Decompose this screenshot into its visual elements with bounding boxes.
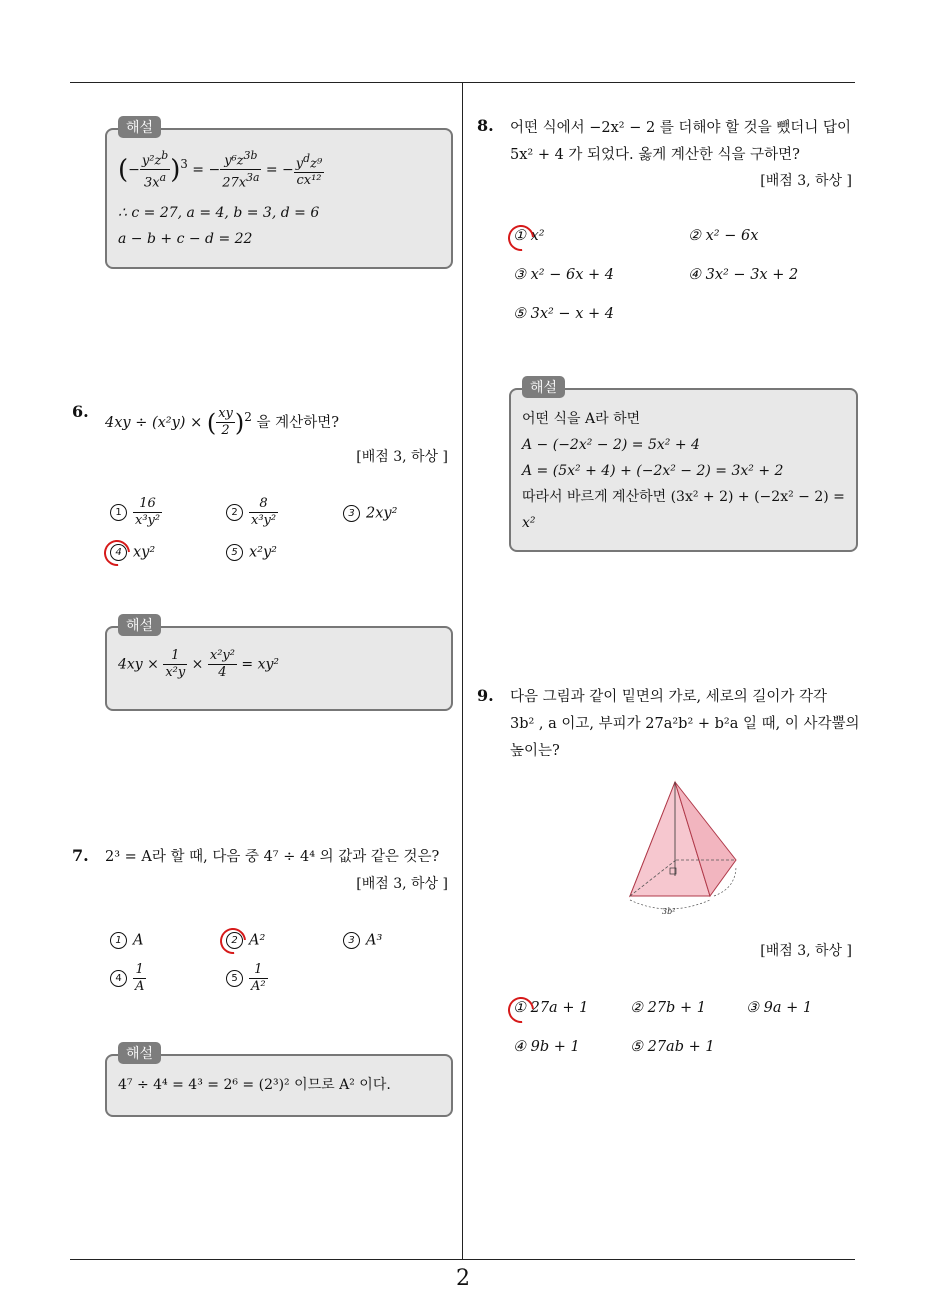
q6-solution-line-1: 4xy × $\frac{1}{\text{x²y}}$ × $\frac{\text{x²y²}}{4}$ = xy² (118, 648, 280, 680)
q5-solution-line-2: ∴ c = 27, a = 4, b = 3, d = 6 (118, 205, 320, 221)
q9-question-line-2: 3b² , a 이고, 부피가 27a²b² + b²a 일 때, 이 사각뿔의 (510, 716, 860, 732)
q8-solution-tag: 해설 (522, 376, 565, 398)
q5-solution-line-3: a − b + c − d = 22 (118, 231, 253, 247)
q8-choice-2[interactable]: ② x² − 6x (688, 228, 759, 244)
q7-solution-tag: 해설 (118, 1042, 161, 1064)
q8-solution-line-3: A = (5x² + 4) + (−2x² − 2) = 3x² + 2 (522, 463, 784, 479)
q8-question-line-2: 5x² + 4 가 되었다. 옳게 계산한 식을 구하면? (510, 147, 800, 163)
q7-score: [배점 3, 하상 ] (356, 876, 448, 892)
q6-number: 6. (72, 402, 89, 421)
q6-solution-tag: 해설 (118, 614, 161, 636)
q6-score: [배점 3, 하상 ] (356, 449, 448, 465)
q7-number: 7. (72, 846, 89, 865)
q9-answer-mark (503, 992, 540, 1029)
q8-solution-line-4: 따라서 바르게 계산하면 (3x² + 2) + (−2x² − 2) = (522, 489, 845, 505)
q9-question-line-3: 높이는? (510, 743, 560, 759)
q6-choice-4[interactable]: 4 xy² (110, 544, 155, 561)
q6-choice-3[interactable]: 3 2xy² (343, 505, 397, 522)
q8-answer-mark (503, 220, 540, 257)
q9-choice-3[interactable]: ③ 9a + 1 (746, 1000, 813, 1016)
q7-choice-3[interactable]: 3 A³ (343, 932, 382, 949)
q9-choice-1[interactable]: ① 27a + 1 (513, 1000, 589, 1016)
q7-choice-1[interactable]: 1 A (110, 932, 143, 949)
q8-number: 8. (477, 116, 494, 135)
q5-solution-line-1: (− $\frac{y^2z^b}{3x^a}$ )$^3$ = − $\frac{y^6z^{3b}}{27x^{3a}}$ = − $\frac{y^dz^9}{\text{cx¹²}}$ (118, 149, 323, 191)
figure-label-width: 3b² (662, 907, 676, 916)
q9-question-line-1: 다음 그림과 같이 밑면의 가로, 세로의 길이가 각각 (510, 689, 828, 705)
q8-choice-5[interactable]: ⑤ 3x² − x + 4 (513, 306, 614, 322)
q6-answer-mark (99, 535, 136, 572)
q9-choice-2[interactable]: ② 27b + 1 (630, 1000, 706, 1016)
column-divider (462, 83, 463, 1260)
q9-number: 9. (477, 686, 494, 705)
q8-choice-3[interactable]: ③ x² − 6x + 4 (513, 267, 614, 283)
q7-answer-mark (215, 923, 252, 960)
q7-choice-4[interactable]: 4 $\frac{1}{A}$ (110, 962, 146, 995)
q6-choice-2[interactable]: 2 $\frac{8}{\text{x³y²}}$ (226, 496, 278, 529)
q9-choice-5[interactable]: ⑤ 27ab + 1 (630, 1039, 715, 1055)
page-number: 2 (456, 1266, 470, 1291)
q6-choice-5[interactable]: 5 x²y² (226, 544, 277, 561)
pyramid-figure (618, 776, 748, 916)
q8-solution-line-5: x² (522, 515, 536, 531)
q7-choice-2[interactable]: 2 A² (226, 932, 265, 949)
q5-solution-tag: 해설 (118, 116, 161, 138)
q8-choice-1[interactable]: ① x² (513, 228, 545, 244)
q7-choice-5[interactable]: 5 $\frac{1}{\text{A²}}$ (226, 962, 268, 995)
q6-question: 4xy ÷ (x²y) × ( $\frac{xy}{2}$ )$^2$ 을 계산하면? (105, 406, 339, 439)
q9-choice-4[interactable]: ④ 9b + 1 (513, 1039, 580, 1055)
q8-solution-line-1: 어떤 식을 A라 하면 (522, 411, 641, 427)
q7-solution-line-1: 4⁷ ÷ 4⁴ = 4³ = 2⁶ = (2³)² 이므로 A² 이다. (118, 1077, 391, 1093)
q7-question: 2³ = A라 할 때, 다음 중 4⁷ ÷ 4⁴ 의 값과 같은 것은? (105, 849, 440, 865)
q9-score: [배점 3, 하상 ] (760, 943, 852, 959)
q8-score: [배점 3, 하상 ] (760, 173, 852, 189)
q8-question-line-1: 어떤 식에서 −2x² − 2 를 더해야 할 것을 뺐더니 답이 (510, 120, 851, 136)
bottom-rule (70, 1259, 855, 1260)
q8-solution-line-2: A − (−2x² − 2) = 5x² + 4 (522, 437, 700, 453)
q6-choice-1[interactable]: 1 $\frac{16}{\text{x³y²}}$ (110, 496, 162, 529)
q8-choice-4[interactable]: ④ 3x² − 3x + 2 (688, 267, 799, 283)
